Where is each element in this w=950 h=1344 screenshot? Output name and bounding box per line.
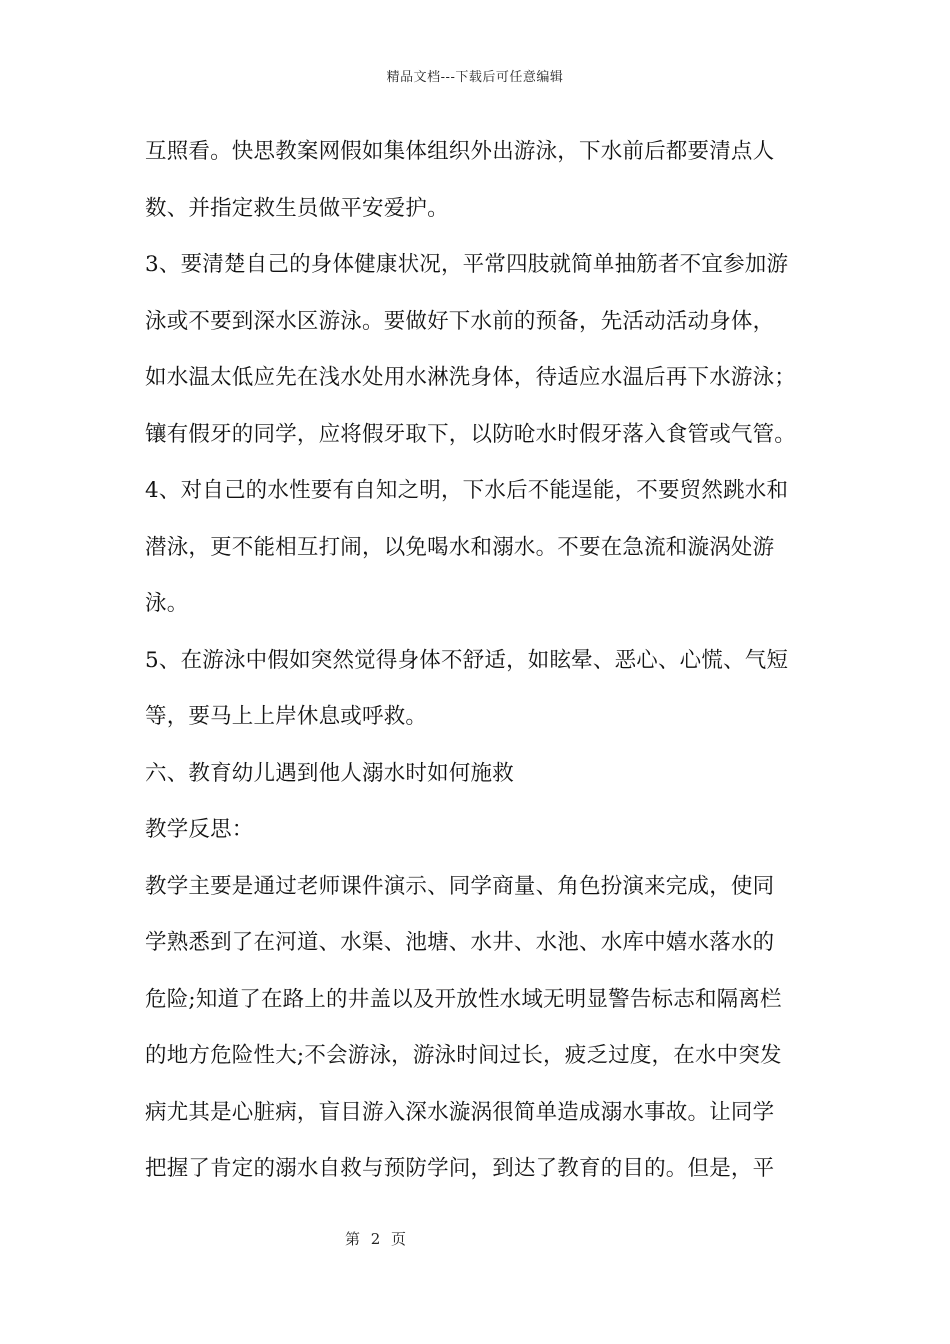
- text-line: 泳或不要到深水区游泳。要做好下水前的预备，先活动活动身体，: [145, 308, 775, 334]
- text-line: 把握了肯定的溺水自救与预防学问，到达了教育的目的。但是，平: [145, 1156, 775, 1181]
- text-line: 4、对自己的水性要有自知之明，下水后不能逞能，不要贸然跳水和: [145, 478, 789, 503]
- text-line: 互照看。快思教案网假如集体组织外出游泳，下水前后都要清点人: [145, 139, 775, 164]
- text-line: 3、要清楚自己的身体健康状况，平常四肢就简单抽筋者不宜参加游: [145, 252, 789, 277]
- document-body: [145, 128, 810, 1202]
- text-line: 病尤其是心脏病，盲目游入深水漩涡很简单造成溺水事故。让同学: [145, 1099, 775, 1125]
- text-line: 泳。: [145, 591, 189, 616]
- text-line: 危险;知道了在路上的井盖以及开放性水域无明显警告标志和隔离栏: [145, 986, 782, 1012]
- section-heading: 教学反思：: [145, 817, 254, 842]
- text-line: 潜泳，更不能相互打闹，以免喝水和溺水。不要在急流和漩涡处游: [145, 534, 775, 560]
- text-line: 5、在游泳中假如突然觉得身体不舒适，如眩晕、恶心、心慌、气短: [145, 647, 789, 673]
- text-line: 学熟悉到了在河道、水渠、池塘、水井、水池、水库中嬉水落水的: [145, 930, 775, 955]
- text-line: 如水温太低应先在浅水处用水淋洗身体，待适应水温后再下水游泳；: [145, 365, 797, 390]
- text-line: 镶有假牙的同学，应将假牙取下，以防呛水时假牙落入食管或气管。: [145, 421, 797, 447]
- text-line: 的地方危险性大;不会游泳，游泳时间过长，疲乏过度，在水中突发: [145, 1043, 782, 1068]
- page-number: 第 2 页: [344, 1230, 410, 1248]
- section-heading: 六、教育幼儿遇到他人溺水时如何施救: [145, 760, 514, 786]
- text-line: 数、并指定救生员做平安爱护。: [145, 195, 449, 221]
- text-line: 等，要马上上岸休息或呼救。: [145, 704, 428, 729]
- page-header: 精品文档---下载后可任意编辑: [386, 70, 564, 85]
- text-line: 教学主要是通过老师课件演示、同学商量、角色扮演来完成，使同: [145, 873, 775, 899]
